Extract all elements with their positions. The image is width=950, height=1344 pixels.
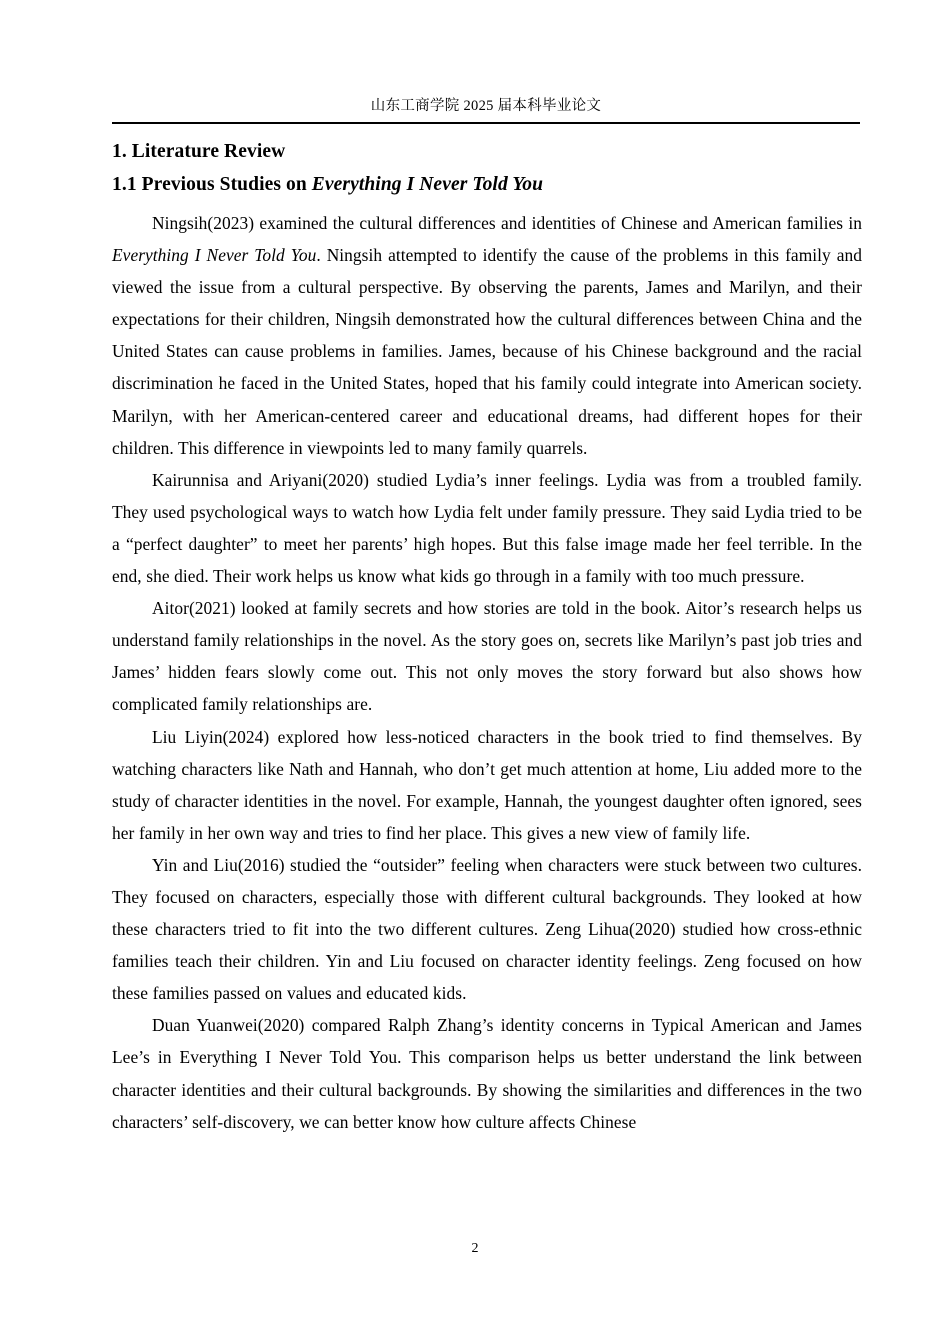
body-paragraph-yin-liu-2016 [112,849,862,1009]
paragraph-list [112,207,862,1138]
paragraph-text: Kairunnisa and Ariyani(2020) studied Lydia’s inner feelings. Lydia was from a troubled family. They used psychological ways to watch how Lydia felt under family pressure. They said Lydia tried to be a “perfect daughter” to meet her parents’ high hopes. But this false image made her feel terrible. In the end, she died. Their work helps us know what kids go through in a family with too much pressure. [112,469,862,587]
section-heading-1-1 [112,169,862,201]
subsection-heading-book-title: Everything I Never Told You [311,174,544,195]
subsection-heading-prefix: 1.1 Previous Studies on [112,174,312,195]
book-title-italic: Everything I Never Told You [112,245,317,266]
body-paragraph-aitor-2021 [112,592,862,720]
paragraph-text: Duan Yuanwei(2020) compared Ralph Zhang’s identity concerns in Typical American and James Lee’s in Everything I Never Told You. This comparison helps us better understand the link between character identities and their cultural backgrounds. By showing the similarities and differences in the two characters’ self-discovery, we can better know how culture affects Chinese [112,1015,862,1132]
body-paragraph-ningsih-2023 [112,207,862,464]
paragraph-text: Ningsih(2023) examined the cultural differences and identities of Chinese and American families in [152,213,862,233]
header-divider-rule [112,122,860,124]
paragraph-text: Liu Liyin(2024) explored how less-noticed characters in the book tried to find themselves. By watching characters like Nath and Hannah, who don’t get much attention at home, Liu added more to the study of character identities in the novel. For example, Hannah, the youngest daughter often ignored, sees her family in her own way and tries to find her place. This gives a new view of family life. [112,726,862,843]
page-number: 2 [471,1241,479,1256]
running-header [112,96,860,116]
body-paragraph-kairunnisa-ariyani-2020 [112,464,862,592]
body-paragraph-liu-liyin-2024 [112,721,862,849]
running-header-text: 山东工商学院 2025 届本科毕业论文 [370,98,602,114]
document-body [112,136,862,1138]
paragraph-text: . Ningsih attempted to identify the cause of the problems in this family and viewed the issue from a cultural perspective. By observing the parents, James and Marilyn, and their expectations for their children, Ningsih demonstrated how the cultural differences between China and the United States can cause problems in families. James, because of his Chinese background and the racial discrimination he faced in the United States, hoped that his family could integrate into American society. Marilyn, with her American-centered career and educational dreams, had different hopes for their children. This difference in viewpoints led to many family quarrels. [112,245,862,458]
body-paragraph-duan-yuanwei-2020 [112,1009,862,1137]
section-heading-1: 1. Literature Review [112,141,286,162]
paragraph-text: Aitor(2021) looked at family secrets and how stories are told in the book. Aitor’s research helps us understand family relationships in the novel. As the story goes on, secrets like Marilyn’s past job tries and James’ hidden fears slowly come out. This not only moves the story forward but also shows how complicated family relationships are. [112,598,862,715]
paragraph-text: Yin and Liu(2016) studied the “outsider” feeling when characters were stuck between two cultures. They focused on characters, especially those with different cultural backgrounds. They looked at how these characters tried to fit into the two different cultures. Zeng Lihua(2020) studied how cross-ethnic families teach their children. Yin and Liu focused on character identity feelings. Zeng focused on how these families passed on values and educated kids. [112,854,862,1004]
